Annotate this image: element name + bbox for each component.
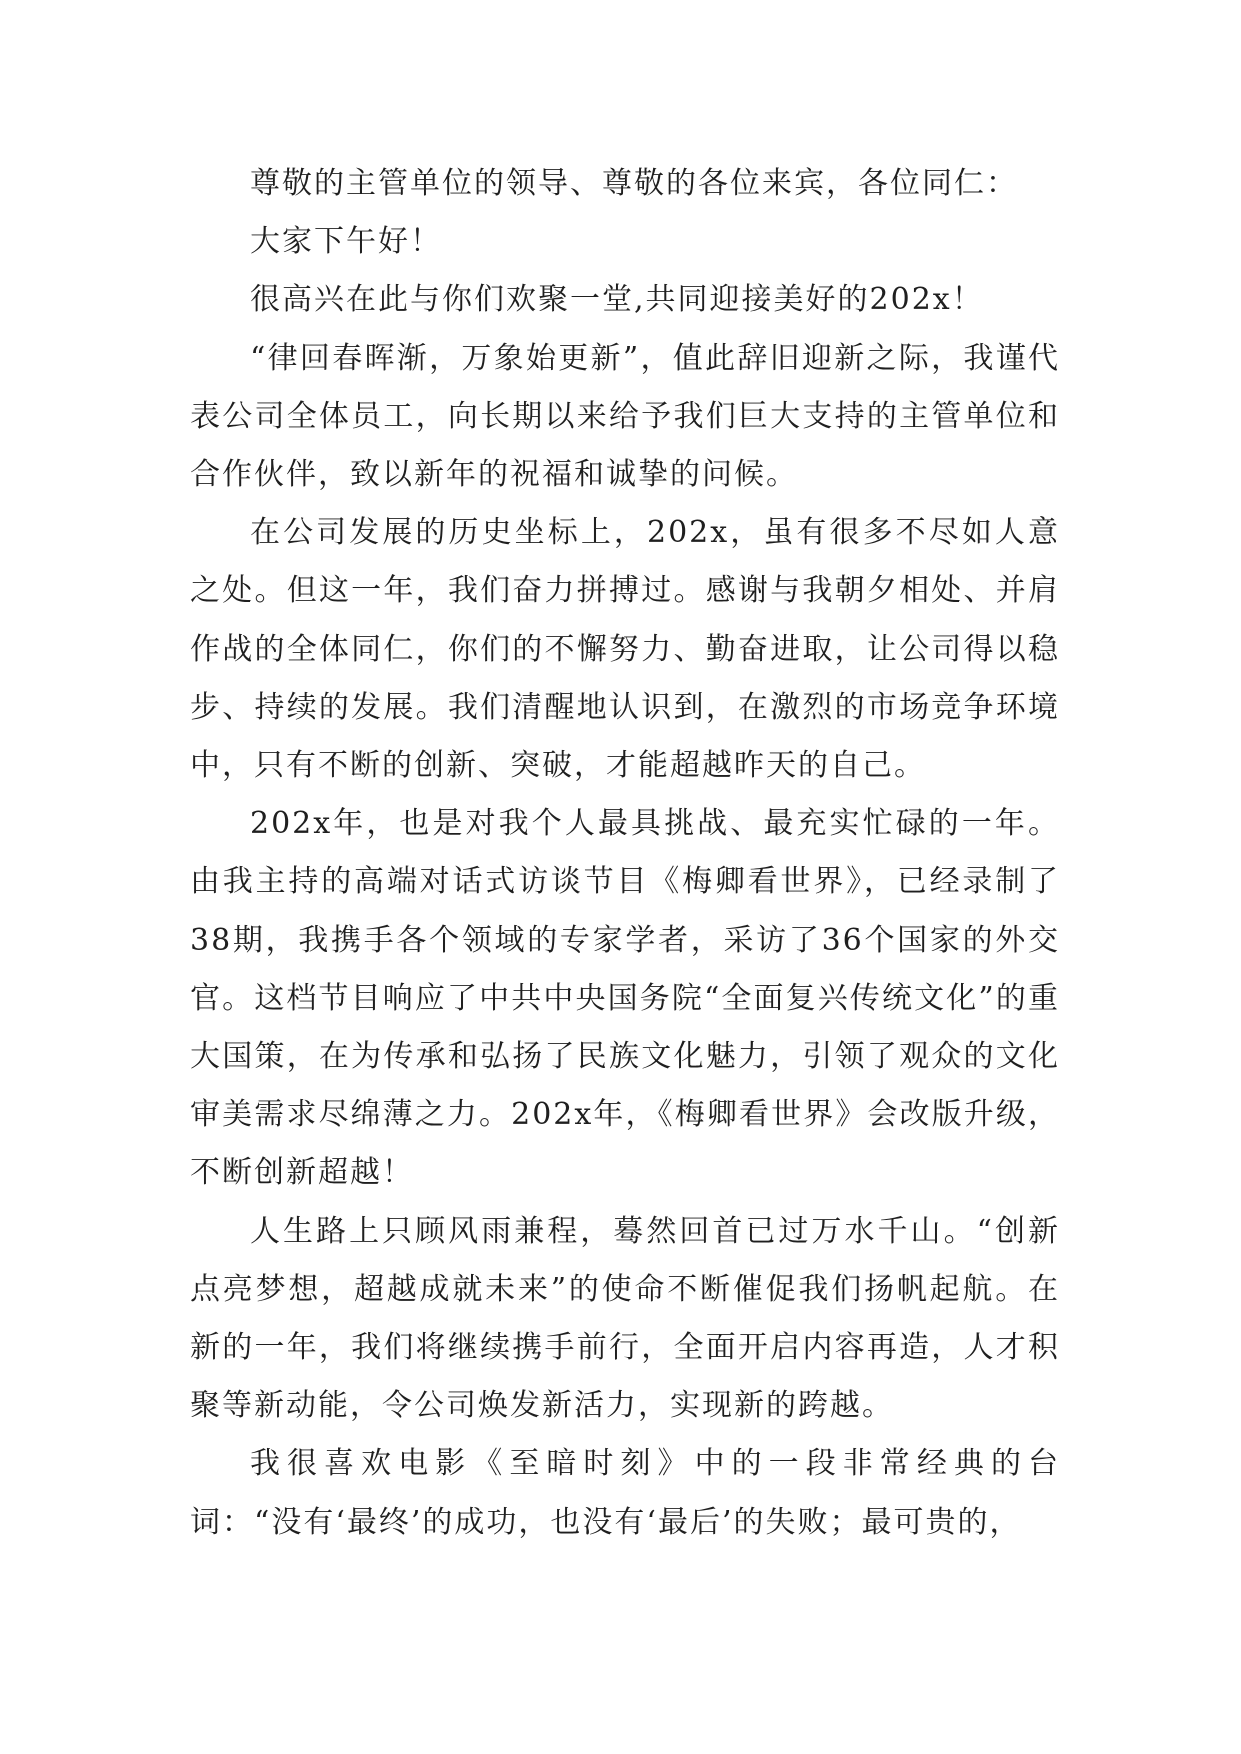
paragraph-personal-review: 202x年，也是对我个人最具挑战、最充实忙碌的一年。由我主持的高端对话式访谈节目《梅卿看世界》，已经录制了38期，我携手各个领域的专家学者，采访了36个国家的外交官。这档节目响应了中共中央国务院“全面复兴传统文化”的重大国策，在为传承和弘扬了民族文化魅力，引领了观众的文化审美需求尽绵薄之力。202x年，《梅卿看世界》会改版升级，不断创新超越！ <box>190 806 1060 1191</box>
paragraph-new-year-wishes: “律回春晖渐，万象始更新”，值此辞旧迎新之际，我谨代表公司全体员工，向长期以来给予我们巨大支持的主管单位和合作伙伴，致以新年的祝福和诚挚的问候。 <box>190 340 1060 493</box>
speech-body <box>190 155 1060 1552</box>
paragraph-welcome: 很高兴在此与你们欢聚一堂,共同迎接美好的202x！ <box>250 282 984 318</box>
paragraph-company-review: 在公司发展的历史坐标上，202x，虽有很多不尽如人意之处。但这一年，我们奋力拼搏过。感谢与我朝夕相处、并肩作战的全体同仁，你们的不懈努力、勤奋进取，让公司得以稳步、持续的发展。我们清醒地认识到，在激烈的市场竞争环境中，只有不断的创新、突破，才能超越昨天的自己。 <box>190 515 1060 784</box>
paragraph-greeting: 大家下午好！ <box>250 224 442 260</box>
paragraph-outlook: 人生路上只顾风雨兼程，蓦然回首已过万水千山。“创新点亮梦想，超越成就未来”的使命不断催促我们扬帆起航。在新的一年，我们将继续携手前行，全面开启内容再造，人才积聚等新动能，令公司焕发新活力，实现新的跨越。 <box>190 1213 1060 1424</box>
paragraph-quote: 我很喜欢电影《至暗时刻》中的一段非常经典的台词：“没有‘最终’的成功，也没有‘最后’的失败；最可贵的， <box>190 1446 1060 1540</box>
paragraph-salutation: 尊敬的主管单位的领导、尊敬的各位来宾，各位同仁： <box>250 166 1018 201</box>
